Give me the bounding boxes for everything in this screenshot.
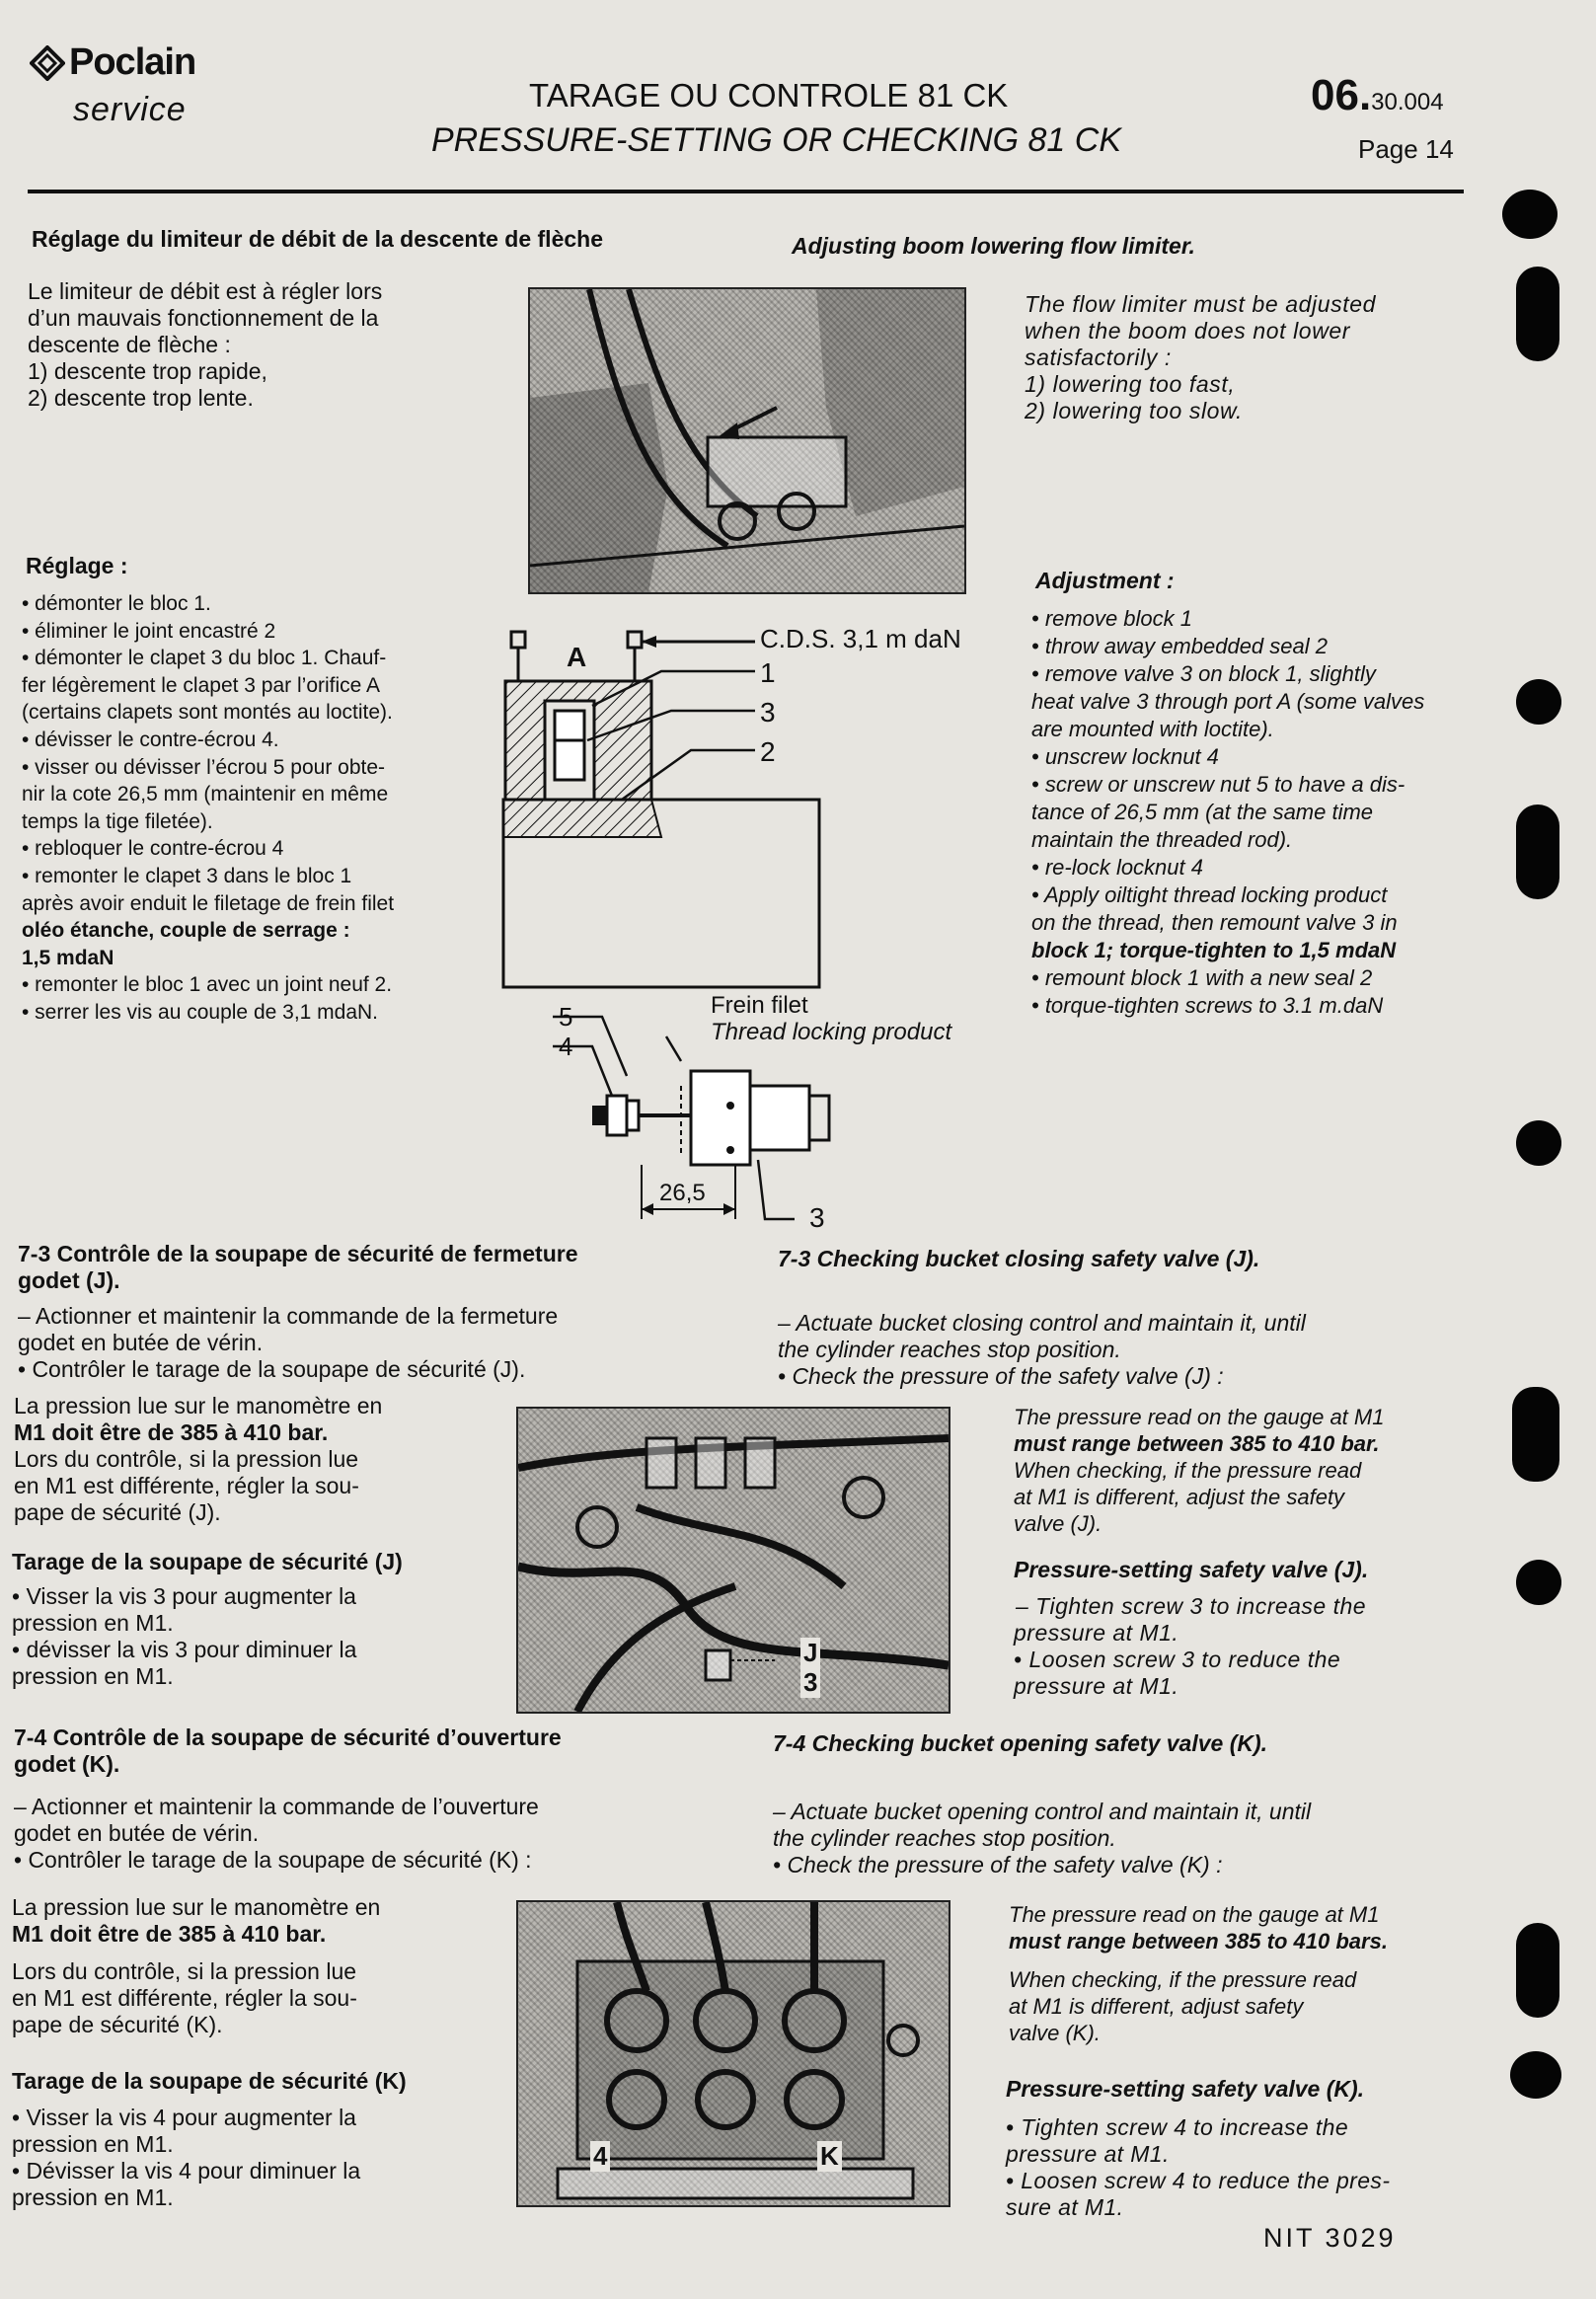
text-line: maintain the threaded rod). [1031,827,1293,852]
binder-slot [1516,1923,1559,2018]
photo-label-3: 3 [800,1667,820,1698]
text-line: • Dévisser la vis 4 pour diminuer la [12,2158,361,2184]
text-line: • serrer les vis au couple de 3,1 mdaN. [22,1000,379,1024]
section1-steps-en [1031,605,1424,1020]
text-line: – Tighten screw 3 to increase the [1016,1593,1367,1619]
photo-drawing [530,289,964,592]
text-line: The pressure read on the gauge at M1 [1009,1902,1380,1927]
text-line: when the boom does not lower [1025,318,1351,344]
section3-pressure-en [1009,1901,1388,1954]
text-line: M1 doit être de 385 à 410 bar. [14,1419,329,1445]
text-line: en M1 est différente, régler la sou- [12,1985,357,2011]
section3-body-en [773,1799,1311,1878]
text-line: – Actionner et maintenir la commande de la fermeture [18,1303,559,1329]
text-line: après avoir enduit le filetage de frein filet [22,891,395,915]
text-line: heat valve 3 through port A (some valves [1031,689,1425,714]
text-line: • remount block 1 with a new seal 2 [1031,965,1373,990]
section3-check-en [1009,1966,1356,2046]
page-title-en: PRESSURE-SETTING OR CHECKING 81 CK [431,121,1122,159]
section1-adjust-title-fr: Réglage : [26,553,128,578]
brand-logo [30,41,195,84]
diagram-label-cds: C.D.S. 3,1 m daN [760,624,961,653]
text-line: • dévisser le contre-écrou 4. [22,728,279,751]
section1-heading-fr: Réglage du limiteur de débit de la descente de flèche [32,226,603,252]
text-line: • Visser la vis 3 pour augmenter la [12,1583,356,1609]
text-line: must range between 385 to 410 bar. [1014,1431,1380,1456]
text-line: valve (J). [1014,1511,1102,1536]
text-line: 1) lowering too fast, [1025,371,1236,397]
text-line: Le limiteur de débit est à régler lors [28,278,383,304]
text-line: • Tighten screw 4 to increase the [1006,2114,1349,2140]
text-line: • remove block 1 [1031,606,1192,631]
text-line: godet en butée de vérin. [14,1820,260,1846]
text-line: • rebloquer le contre-écrou 4 [22,837,284,861]
text-line: When checking, if the pressure read [1009,1967,1357,1992]
section3-setting-title-fr: Tarage de la soupape de sécurité (K) [12,2068,407,2094]
section3-body-fr [14,1794,539,1874]
text-line: pape de sécurité (K). [12,2012,223,2037]
text-line: Lors du contrôle, si la pression lue [14,1446,359,1472]
text-line: La pression lue sur le manomètre en [14,1393,383,1418]
binder-hole [1516,679,1561,725]
photo-label-j: J [800,1638,820,1668]
text-line: • remonter le bloc 1 avec un joint neuf 2. [22,973,393,997]
text-line: 7-3 Contrôle de la soupape de sécurité de fermeture [18,1241,578,1266]
section3-setting-en [1006,2114,1390,2221]
text-line: temps la tige filetée). [22,809,213,833]
text-line: pression en M1. [12,2131,174,2157]
photo-drawing [518,1902,949,2205]
doc-number-minor: 30.004 [1371,89,1444,115]
text-line: at M1 is different, adjust the safety [1014,1485,1345,1509]
text-line: • Apply oiltight thread locking product [1031,882,1388,907]
text-line: fer légèrement le clapet 3 par l’orifice A [22,673,381,697]
text-line: tance of 26,5 mm (at the same time [1031,800,1374,824]
text-line: • Check the pressure of the safety valve (K) : [773,1852,1223,1878]
binder-hole [1516,1560,1561,1605]
text-line: 7-4 Contrôle de la soupape de sécurité d’ouverture [14,1724,562,1750]
section3-setting-title-en: Pressure-setting safety valve (K). [1006,2076,1365,2102]
section2-body-en [778,1310,1306,1390]
section2-heading-en: 7-3 Checking bucket closing safety valve (J). [778,1246,1260,1271]
binder-slot [1512,1387,1559,1482]
section3-setting-fr [12,2105,360,2211]
section3-heading-fr [14,1724,562,1778]
text-line: godet (K). [14,1751,120,1777]
text-line: valve (K). [1009,2021,1101,2045]
text-line: • visser ou dévisser l’écrou 5 pour obte- [22,755,386,779]
text-line: • remonter le clapet 3 dans le bloc 1 [22,864,352,887]
page-number: Page 14 [1358,134,1454,164]
header-divider [28,190,1464,193]
text-line: are mounted with loctite). [1031,717,1274,741]
text-line: pressure at M1. [1014,1620,1179,1646]
doc-number-major: 06. [1311,71,1372,119]
section2-setting-title-en: Pressure-setting safety valve (J). [1014,1557,1369,1582]
diagram-label-1: 1 [760,657,776,688]
binder-slot [1516,805,1559,899]
text-line: 2) descente trop lente. [28,385,254,411]
text-line: • éliminer le joint encastré 2 [22,619,276,643]
diagram-label-4: 4 [559,1032,573,1061]
text-line: on the thread, then remount valve 3 in [1031,910,1398,935]
diagram-label-5: 5 [559,1002,573,1032]
text-line: nir la cote 26,5 mm (maintenir en même [22,783,389,806]
text-line: satisfactorily : [1025,345,1172,370]
section3-pressure-fr [12,1894,380,1948]
page-title-fr: TARAGE OU CONTROLE 81 CK [529,77,1009,114]
text-line: • unscrew locknut 4 [1031,744,1219,769]
text-line: • Check the pressure of the safety valve (J) : [778,1363,1224,1389]
text-line: • démonter le bloc 1. [22,592,211,615]
section2-pressure-en [1014,1404,1384,1537]
text-line: • Loosen screw 3 to reduce the [1014,1647,1341,1672]
diagram-dimension: 26,5 [659,1180,706,1206]
text-line: • re-lock locknut 4 [1031,855,1203,880]
photo-label-k: K [817,2141,842,2172]
diagram-label-3: 3 [760,697,776,728]
text-line: pressure at M1. [1014,1673,1179,1699]
photo-label-4: 4 [590,2141,610,2172]
section2-setting-fr [12,1583,356,1690]
text-line: pressure at M1. [1006,2141,1170,2167]
text-line: pression en M1. [12,1663,174,1689]
diagram-label-a: A [567,642,587,672]
text-line: en M1 est différente, régler la sou- [14,1473,359,1498]
text-line: Lors du contrôle, si la pression lue [12,1958,357,1984]
text-line: 1) descente trop rapide, [28,358,267,384]
text-line: • screw or unscrew nut 5 to have a dis- [1031,772,1406,797]
text-line: must range between 385 to 410 bars. [1009,1929,1388,1954]
text-line: 1,5 mdaN [22,946,114,969]
valve-diagram [494,612,1007,1244]
text-line: pape de sécurité (J). [14,1499,221,1525]
binder-hole [1502,190,1558,239]
photo-drawing [518,1409,949,1712]
text-line: godet (J). [18,1267,120,1293]
text-line: d’un mauvais fonctionnement de la [28,305,379,331]
text-line: (certains clapets sont montés au loctite). [22,701,393,725]
section2-setting-title-fr: Tarage de la soupape de sécurité (J) [12,1549,403,1574]
poclain-diamond-icon [30,45,65,81]
binder-hole [1516,1120,1561,1166]
section1-intro-en [1025,291,1376,424]
text-line: • Loosen screw 4 to reduce the pres- [1006,2168,1391,2193]
text-line: When checking, if the pressure read [1014,1458,1362,1483]
text-line: – Actuate bucket closing control and maintain it, until [778,1310,1306,1336]
text-line: • remove valve 3 on block 1, slightly [1031,661,1376,686]
text-line: – Actionner et maintenir la commande de l’ouverture [14,1794,539,1819]
diagram-label-3b: 3 [809,1202,825,1233]
section2-setting-en [1014,1593,1366,1700]
text-line: • throw away embedded seal 2 [1031,634,1328,658]
text-line: the cylinder reaches stop position. [773,1825,1116,1851]
section1-intro-fr [28,278,382,412]
opening-valve-photo [516,1900,950,2207]
text-line: at M1 is different, adjust safety [1009,1994,1304,2019]
text-line: • torque-tighten screws to 3.1 m.daN [1031,993,1384,1018]
diagram-label-frein: Frein filet [711,992,808,1019]
text-line: • Contrôler le tarage de la soupape de sécurité (J). [18,1356,526,1382]
section3-heading-en: 7-4 Checking bucket opening safety valve (K). [773,1730,1268,1756]
section2-heading-fr [18,1241,578,1294]
text-line: The flow limiter must be adjusted [1025,291,1376,317]
closing-valve-photo [516,1407,950,1714]
text-line: M1 doit être de 385 à 410 bar. [12,1921,327,1947]
binder-slot [1516,267,1559,361]
text-line: • Visser la vis 4 pour augmenter la [12,2105,356,2130]
footer-nit: NIT 3029 [1263,2223,1397,2253]
brand-name: Poclain [69,41,196,83]
text-line: sure at M1. [1006,2194,1124,2220]
section1-heading-en: Adjusting boom lowering flow limiter. [792,233,1195,259]
diagram-label-thread: Thread locking product [711,1019,952,1045]
text-line: pression en M1. [12,2184,174,2210]
text-line: • Contrôler le tarage de la soupape de sécurité (K) : [14,1847,532,1873]
text-line: descente de flèche : [28,332,231,357]
text-line: pression en M1. [12,1610,174,1636]
text-line: • démonter le clapet 3 du bloc 1. Chauf- [22,647,387,670]
text-line: The pressure read on the gauge at M1 [1014,1405,1385,1429]
brand-service: service [73,91,187,128]
section2-body-fr [18,1303,558,1383]
section1-adjust-title-en: Adjustment : [1035,568,1175,593]
text-line: – Actuate bucket opening control and maintain it, until [773,1799,1312,1824]
doc-number [1311,71,1444,120]
text-line: 2) lowering too slow. [1025,398,1243,423]
boom-flow-limiter-photo [528,287,966,594]
text-line: • dévisser la vis 3 pour diminuer la [12,1637,357,1662]
text-line: block 1; torque-tighten to 1,5 mdaN [1031,938,1397,962]
section3-check-fr [12,1958,357,2038]
text-line: oléo étanche, couple de serrage : [22,919,350,943]
diagram-label-2: 2 [760,736,776,767]
section1-steps-fr [22,590,394,1027]
text-line: godet en butée de vérin. [18,1330,264,1355]
text-line: La pression lue sur le manomètre en [12,1894,381,1920]
text-line: the cylinder reaches stop position. [778,1337,1121,1362]
binder-hole [1510,2051,1561,2099]
section2-pressure-fr [14,1393,382,1526]
